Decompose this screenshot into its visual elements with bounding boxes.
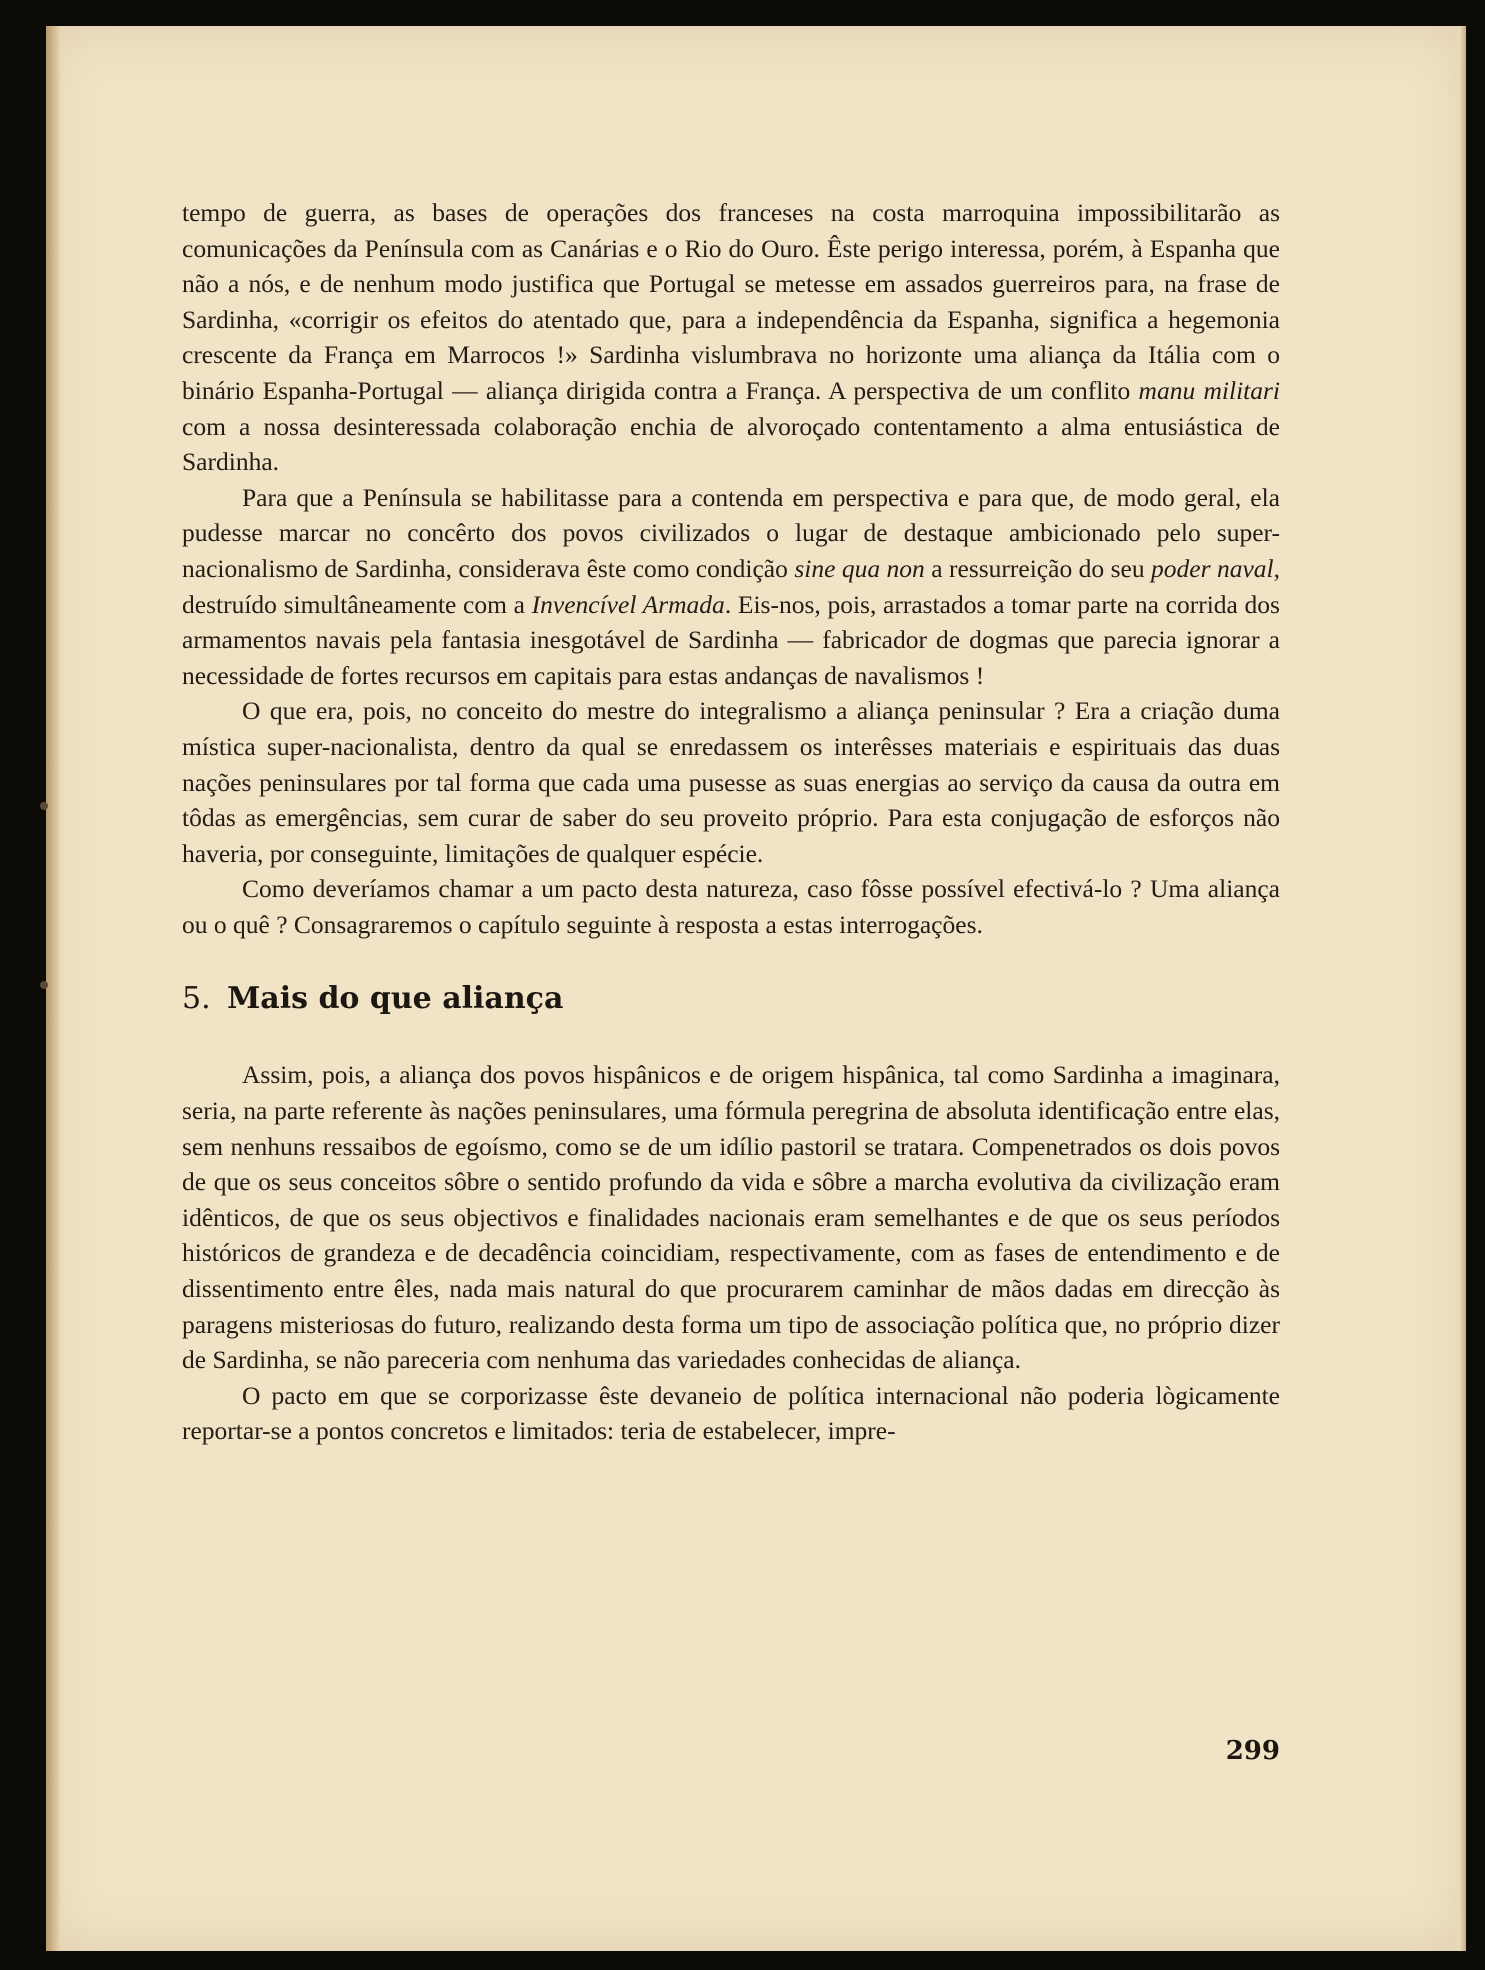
italic-phrase: manu militari <box>1138 375 1280 405</box>
text-run: Para que a Península se habilitasse para a contenda em perspectiva e para que, de modo geral, ela pudesse marcar no concêrto dos povos civilizados o lugar de destaque ambicionado pelo super-nacionalismo de Sardinha, considerava êste como condição <box>182 482 1280 583</box>
text-run: Assim, pois, a aliança dos povos hispânicos e de origem hispânica, tal como Sardinha a imaginara, seria, na parte referente às nações peninsulares, uma fórmula peregrina de absoluta identificação entre elas, sem nenhuns ressaibos de egoísmo, como se de um idílio pastoril se tratara. Compenetrados os dois povos de que os seus conceitos sôbre o sentido profundo da vida e sôbre a marcha evolutiva da civilização eram idênticos, de que os seus objectivos e finalidades nacionais eram semelhantes e de que os seus períodos históricos de grandeza e de decadência coincidiam, respectivamente, com as fases de entendimento e de dissentimento entre êles, nada mais natural do que procurarem caminhar de mãos dadas em direcção às paragens misteriosas do futuro, realizando desta forma um tipo de associação política que, no próprio dizer de Sardinha, se não pareceria com nenhuma das variedades conhecidas de aliança. <box>182 1060 1280 1375</box>
page-spine-shadow <box>46 26 60 1951</box>
text-run: O pacto em que se corporizasse êste devaneio de política internacional não poderia lògicamente reportar-se a pontos concretos e limitados: teria de estabelecer, impre- <box>182 1380 1280 1446</box>
paragraph-p3 <box>182 693 1280 871</box>
paragraph-p1 <box>182 195 1280 480</box>
section-heading <box>182 979 1280 1019</box>
text-run: com a nossa desinteressada colaboração enchia de alvoroçado contentamento a alma entusiástica de Sardinha. <box>182 411 1280 477</box>
italic-phrase: Invencível Armada <box>531 589 725 619</box>
paragraphs-after-heading <box>182 1057 1280 1449</box>
paragraph-p6 <box>182 1378 1280 1449</box>
margin-mark <box>40 981 48 989</box>
margin-mark <box>40 802 48 810</box>
text-run: . Eis-nos, pois, arrastados a tomar parte na corrida dos armamentos navais pela fantasia inesgotável de Sardinha — fabricador de dogmas que parecia ignorar a necessidade de fortes recursos em capitais para estas andanças de navalismos ! <box>182 589 1280 690</box>
section-number: 5. <box>182 981 211 1017</box>
paragraph-p5 <box>182 1057 1280 1377</box>
body-text <box>182 195 1280 1449</box>
text-run: Como deveríamos chamar a um pacto desta natureza, caso fôsse possível efectivá-lo ? Uma aliança ou o quê ? Consagraremos o capítulo seguinte à resposta a estas interrogações. <box>182 874 1280 939</box>
section-title: Mais do que aliança <box>227 981 564 1017</box>
text-run: tempo de guerra, as bases de operações dos franceses na costa marroquina impossibilitarão as comunicações da Península com as Canárias e o Rio do Ouro. Êste perigo interessa, porém, à Espanha que não a nós, e de nenhum modo justifica que Portugal se metesse em assados guerreiros para, na frase de Sardinha, «corrigir os efeitos do atentado que, para a independência da Espanha, significa a hegemonia crescente da França em Marrocos !» Sardinha vislumbrava no horizonte uma aliança da Itália com o binário Espanha-Portugal — aliança dirigida contra a França. A perspectiva de um conflito <box>182 198 1280 405</box>
page-number: 299 <box>1225 1736 1280 1766</box>
paragraph-p4 <box>182 871 1280 942</box>
page-edge <box>1458 26 1466 1951</box>
italic-phrase: sine qua non <box>794 553 925 583</box>
text-run: , destruído simultâneamente com a <box>182 553 1280 619</box>
text-run: a ressurreição do seu <box>924 553 1152 583</box>
paragraph-p2 <box>182 480 1280 694</box>
italic-phrase: poder naval <box>1151 553 1274 583</box>
text-run: O que era, pois, no conceito do mestre do integralismo a aliança peninsular ? Era a criação duma mística super-nacionalista, dentro da qual se enredassem os interêsses materiais e espirituais das duas nações peninsulares por tal forma que cada uma pusesse as suas energias ao serviço da causa da outra em tôdas as emergências, sem curar de saber do seu proveito próprio. Para esta conjugação de esforços não haveria, por conseguinte, limitações de qualquer espécie. <box>182 696 1280 868</box>
paragraphs-before-heading <box>182 195 1280 942</box>
